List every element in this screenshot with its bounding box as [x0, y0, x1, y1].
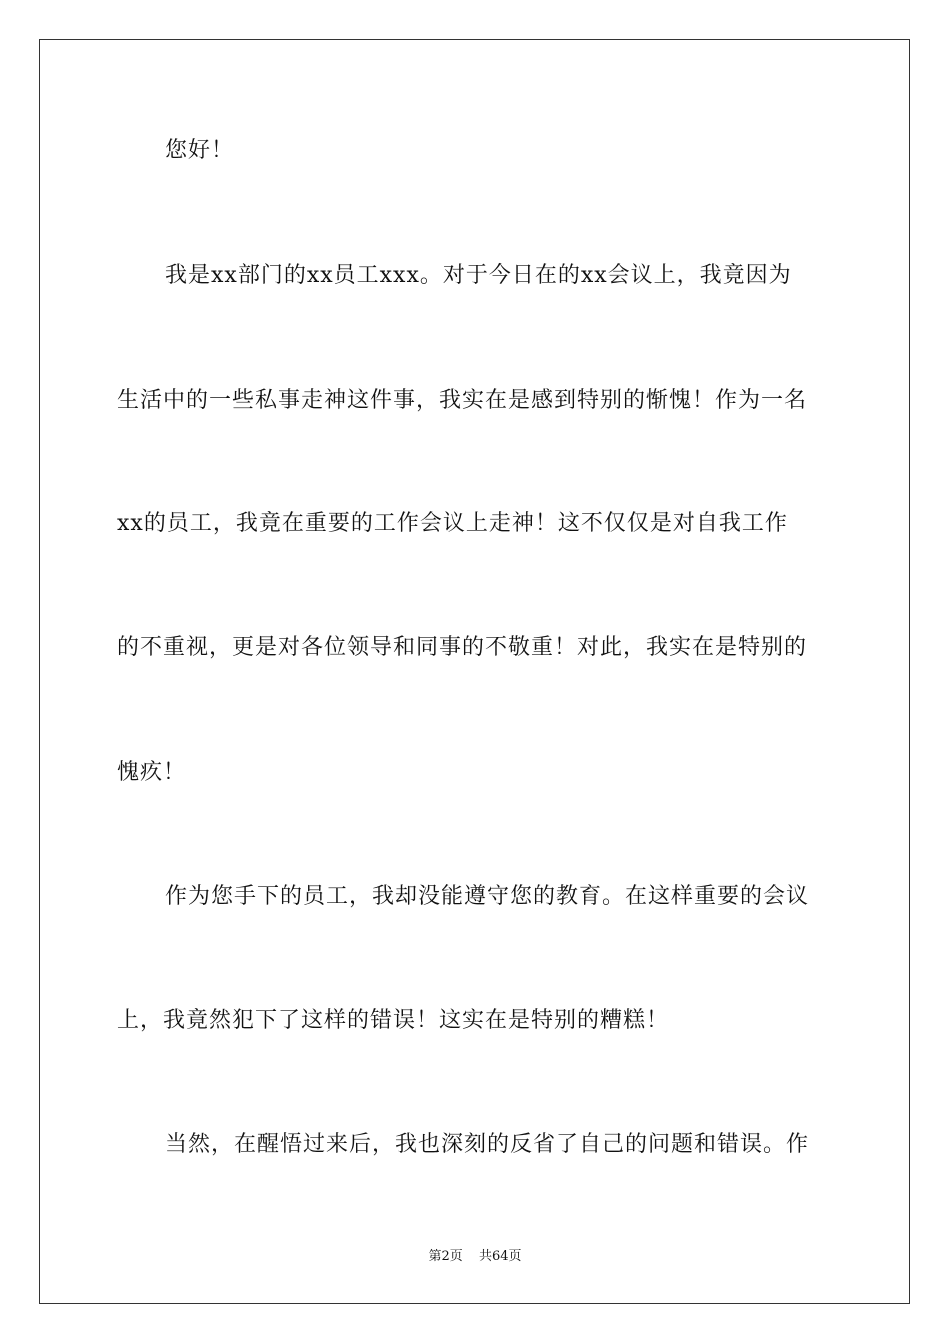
paragraph-line: 当然，在醒悟过来后，我也深刻的反省了自己的问题和错误。作 [165, 1132, 810, 1157]
document-page [39, 39, 910, 1304]
page-number: 第2页 [428, 1249, 463, 1264]
paragraph-line: 我是xx部门的xx员工xxx。对于今日在的xx会议上，我竟因为 [165, 263, 792, 288]
paragraph-line: 作为您手下的员工，我却没能遵守您的教育。在这样重要的会议 [165, 884, 810, 909]
page-total: 共64页 [478, 1249, 522, 1264]
page-footer [0, 1248, 950, 1266]
paragraph-line: 上，我竟然犯下了这样的错误！这实在是特别的糟糕！ [117, 1008, 670, 1033]
paragraph-line: 的不重视，更是对各位领导和同事的不敬重！对此，我实在是特别的 [117, 635, 808, 660]
paragraph-line: 愧疚！ [117, 760, 187, 785]
paragraph-line: 生活中的一些私事走神这件事，我实在是感到特别的惭愧！作为一名 [117, 388, 808, 413]
paragraph-line: xx的员工，我竟在重要的工作会议上走神！这不仅仅是对自我工作 [117, 511, 788, 536]
greeting-line: 您好！ [165, 138, 235, 163]
